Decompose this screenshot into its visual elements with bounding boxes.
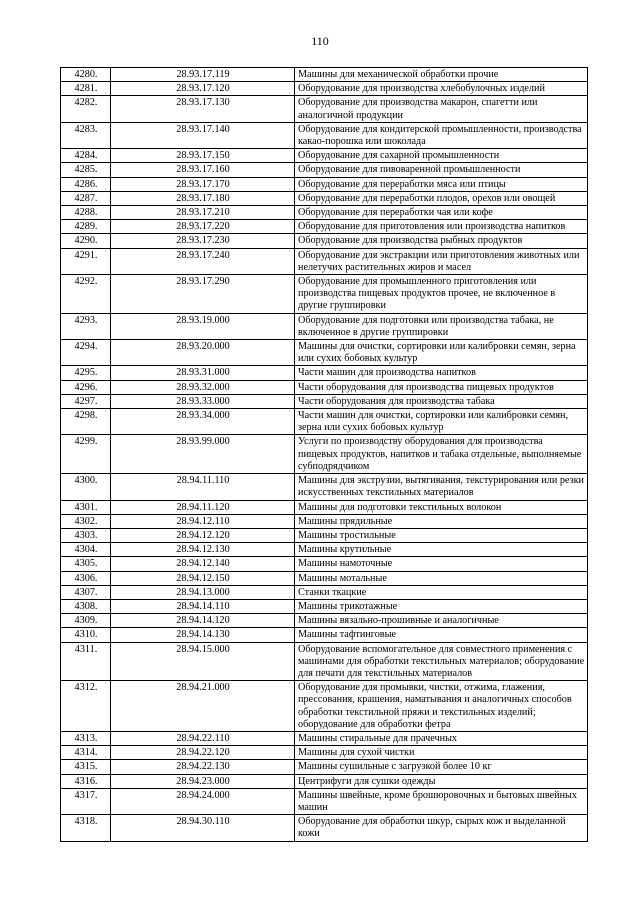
- table-row: [61, 788, 588, 814]
- table-row: [61, 380, 588, 394]
- table-row: [61, 557, 588, 571]
- name-cell: Машины тафтинговые: [295, 628, 588, 642]
- name-cell: Оборудование для экстракции или приготовления животных или нелетучих растительных жиров и масел: [295, 248, 588, 274]
- table-row: [61, 628, 588, 642]
- code-cell: 28.93.17.240: [111, 248, 295, 274]
- name-cell: Машины вязально-прошивные и аналогичные: [295, 614, 588, 628]
- name-cell: Центрифуги для сушки одежды: [295, 774, 588, 788]
- row-number-cell: 4301.: [61, 500, 111, 514]
- row-number-cell: 4316.: [61, 774, 111, 788]
- name-cell: Машины стиральные для прачечных: [295, 731, 588, 745]
- name-cell: Машины крутильные: [295, 543, 588, 557]
- code-cell: 28.94.13.000: [111, 585, 295, 599]
- name-cell: Машины для очистки, сортировки или калибровки семян, зерна или сухих бобовых культур: [295, 340, 588, 366]
- code-cell: 28.94.11.110: [111, 474, 295, 500]
- table-row: [61, 543, 588, 557]
- code-cell: 28.93.17.119: [111, 68, 295, 82]
- table-row: [61, 500, 588, 514]
- name-cell: Оборудование для обработки шкур, сырых кож и выделанной кожи: [295, 815, 588, 841]
- row-number-cell: 4305.: [61, 557, 111, 571]
- code-cell: 28.94.22.130: [111, 760, 295, 774]
- name-cell: Оборудование для переработки мяса или птицы: [295, 177, 588, 191]
- code-cell: 28.94.22.120: [111, 746, 295, 760]
- code-cell: 28.94.21.000: [111, 681, 295, 732]
- name-cell: Оборудование для производства макарон, спагетти или аналогичной продукции: [295, 96, 588, 122]
- row-number-cell: 4293.: [61, 313, 111, 339]
- code-cell: 28.93.17.210: [111, 206, 295, 220]
- code-cell: 28.94.23.000: [111, 774, 295, 788]
- code-cell: 28.93.17.180: [111, 191, 295, 205]
- table-row: [61, 68, 588, 82]
- code-cell: 28.94.15.000: [111, 642, 295, 681]
- table-row: [61, 122, 588, 148]
- code-cell: 28.93.31.000: [111, 366, 295, 380]
- table-row: [61, 474, 588, 500]
- row-number-cell: 4280.: [61, 68, 111, 82]
- table-row: [61, 313, 588, 339]
- row-number-cell: 4300.: [61, 474, 111, 500]
- table-row: [61, 435, 588, 474]
- name-cell: Машины швейные, кроме брошюровочных и бытовых швейных машин: [295, 788, 588, 814]
- name-cell: Оборудование для кондитерской промышленности, производства какао-порошка или шоколада: [295, 122, 588, 148]
- code-cell: 28.94.14.110: [111, 599, 295, 613]
- row-number-cell: 4282.: [61, 96, 111, 122]
- code-cell: 28.94.12.110: [111, 514, 295, 528]
- table-row: [61, 815, 588, 841]
- row-number-cell: 4310.: [61, 628, 111, 642]
- name-cell: Оборудование для производства рыбных продуктов: [295, 234, 588, 248]
- row-number-cell: 4287.: [61, 191, 111, 205]
- row-number-cell: 4309.: [61, 614, 111, 628]
- name-cell: Части оборудования для производства пищевых продуктов: [295, 380, 588, 394]
- code-cell: 28.94.12.120: [111, 528, 295, 542]
- row-number-cell: 4307.: [61, 585, 111, 599]
- row-number-cell: 4315.: [61, 760, 111, 774]
- name-cell: Машины сушильные с загрузкой более 10 кг: [295, 760, 588, 774]
- table-row: [61, 528, 588, 542]
- code-cell: 28.94.12.140: [111, 557, 295, 571]
- table-row: [61, 340, 588, 366]
- name-cell: Машины тростильные: [295, 528, 588, 542]
- table-row: [61, 571, 588, 585]
- row-number-cell: 4302.: [61, 514, 111, 528]
- row-number-cell: 4284.: [61, 149, 111, 163]
- row-number-cell: 4303.: [61, 528, 111, 542]
- name-cell: Оборудование для переработки плодов, орехов или овощей: [295, 191, 588, 205]
- table-row: [61, 746, 588, 760]
- row-number-cell: 4308.: [61, 599, 111, 613]
- name-cell: Станки ткацкие: [295, 585, 588, 599]
- name-cell: Оборудование для производства хлебобулочных изделий: [295, 82, 588, 96]
- row-number-cell: 4290.: [61, 234, 111, 248]
- name-cell: Части оборудования для производства табака: [295, 394, 588, 408]
- code-cell: 28.94.12.130: [111, 543, 295, 557]
- code-cell: 28.93.34.000: [111, 409, 295, 435]
- row-number-cell: 4285.: [61, 163, 111, 177]
- row-number-cell: 4318.: [61, 815, 111, 841]
- table-row: [61, 585, 588, 599]
- name-cell: Машины для механической обработки прочие: [295, 68, 588, 82]
- table-row: [61, 163, 588, 177]
- page-number: 110: [311, 34, 329, 48]
- code-cell: 28.93.17.160: [111, 163, 295, 177]
- row-number-cell: 4281.: [61, 82, 111, 96]
- code-cell: 28.94.30.110: [111, 815, 295, 841]
- code-cell: 28.93.17.130: [111, 96, 295, 122]
- name-cell: Оборудование вспомогательное для совместного применения с машинами для обработки текстильных материалов; оборудование для печати для текстильных материалов: [295, 642, 588, 681]
- table-row: [61, 642, 588, 681]
- row-number-cell: 4313.: [61, 731, 111, 745]
- name-cell: Оборудование для промышленного приготовления или производства пищевых продуктов прочее, не включенное в другие группировки: [295, 275, 588, 314]
- code-cell: 28.94.14.130: [111, 628, 295, 642]
- code-cell: 28.93.17.230: [111, 234, 295, 248]
- table-row: [61, 774, 588, 788]
- name-cell: Машины прядильные: [295, 514, 588, 528]
- name-cell: Машины для экструзии, вытягивания, текстурирования или резки искусственных текстильных материалов: [295, 474, 588, 500]
- code-cell: 28.94.11.120: [111, 500, 295, 514]
- name-cell: Части машин для очистки, сортировки или калибровки семян, зерна или сухих бобовых культур: [295, 409, 588, 435]
- row-number-cell: 4296.: [61, 380, 111, 394]
- table-row: [61, 177, 588, 191]
- row-number-cell: 4283.: [61, 122, 111, 148]
- row-number-cell: 4286.: [61, 177, 111, 191]
- table-row: [61, 514, 588, 528]
- name-cell: Оборудование для переработки чая или кофе: [295, 206, 588, 220]
- name-cell: Машины для сухой чистки: [295, 746, 588, 760]
- name-cell: Оборудование для сахарной промышленности: [295, 149, 588, 163]
- name-cell: Оборудование для подготовки или производства табака, не включенное в другие группировки: [295, 313, 588, 339]
- name-cell: Оборудование для промывки, чистки, отжима, глажения, прессования, крашения, наматывания и аналогичных способов обработки текстильной пряжи и текстильных изделий; оборудование для обработки фетра: [295, 681, 588, 732]
- table-row: [61, 599, 588, 613]
- table-row: [61, 234, 588, 248]
- code-cell: 28.93.17.150: [111, 149, 295, 163]
- row-number-cell: 4298.: [61, 409, 111, 435]
- name-cell: Машины трикотажные: [295, 599, 588, 613]
- code-cell: 28.93.17.120: [111, 82, 295, 96]
- name-cell: Услуги по производству оборудования для производства пищевых продуктов, напитков и табака отдельные, выполняемые субподрядчиком: [295, 435, 588, 474]
- code-cell: 28.93.17.220: [111, 220, 295, 234]
- row-number-cell: 4295.: [61, 366, 111, 380]
- code-cell: 28.93.20.000: [111, 340, 295, 366]
- table-row: [61, 191, 588, 205]
- table-row: [61, 96, 588, 122]
- code-cell: 28.93.17.170: [111, 177, 295, 191]
- name-cell: Оборудование для пивоваренной промышленности: [295, 163, 588, 177]
- table-row: [61, 681, 588, 732]
- table-row: [61, 394, 588, 408]
- row-number-cell: 4306.: [61, 571, 111, 585]
- code-cell: 28.93.17.140: [111, 122, 295, 148]
- name-cell: Машины намоточные: [295, 557, 588, 571]
- row-number-cell: 4317.: [61, 788, 111, 814]
- table-body: [61, 68, 588, 842]
- row-number-cell: 4297.: [61, 394, 111, 408]
- row-number-cell: 4291.: [61, 248, 111, 274]
- code-cell: 28.94.14.120: [111, 614, 295, 628]
- code-cell: 28.93.33.000: [111, 394, 295, 408]
- table-row: [61, 248, 588, 274]
- row-number-cell: 4312.: [61, 681, 111, 732]
- table-row: [61, 275, 588, 314]
- table-row: [61, 760, 588, 774]
- code-cell: 28.94.12.150: [111, 571, 295, 585]
- name-cell: Машины для подготовки текстильных волокон: [295, 500, 588, 514]
- name-cell: Машины мотальные: [295, 571, 588, 585]
- table-row: [61, 149, 588, 163]
- table-row: [61, 409, 588, 435]
- name-cell: Части машин для производства напитков: [295, 366, 588, 380]
- row-number-cell: 4299.: [61, 435, 111, 474]
- row-number-cell: 4314.: [61, 746, 111, 760]
- code-cell: 28.93.19.000: [111, 313, 295, 339]
- row-number-cell: 4288.: [61, 206, 111, 220]
- row-number-cell: 4311.: [61, 642, 111, 681]
- table-row: [61, 366, 588, 380]
- code-cell: 28.93.17.290: [111, 275, 295, 314]
- row-number-cell: 4294.: [61, 340, 111, 366]
- code-cell: 28.93.32.000: [111, 380, 295, 394]
- name-cell: Оборудование для приготовления или производства напитков: [295, 220, 588, 234]
- code-cell: 28.94.22.110: [111, 731, 295, 745]
- row-number-cell: 4292.: [61, 275, 111, 314]
- classification-table: [60, 67, 588, 842]
- table-row: [61, 82, 588, 96]
- row-number-cell: 4289.: [61, 220, 111, 234]
- table-row: [61, 614, 588, 628]
- table-row: [61, 220, 588, 234]
- table-row: [61, 731, 588, 745]
- table-row: [61, 206, 588, 220]
- code-cell: 28.93.99.000: [111, 435, 295, 474]
- code-cell: 28.94.24.000: [111, 788, 295, 814]
- row-number-cell: 4304.: [61, 543, 111, 557]
